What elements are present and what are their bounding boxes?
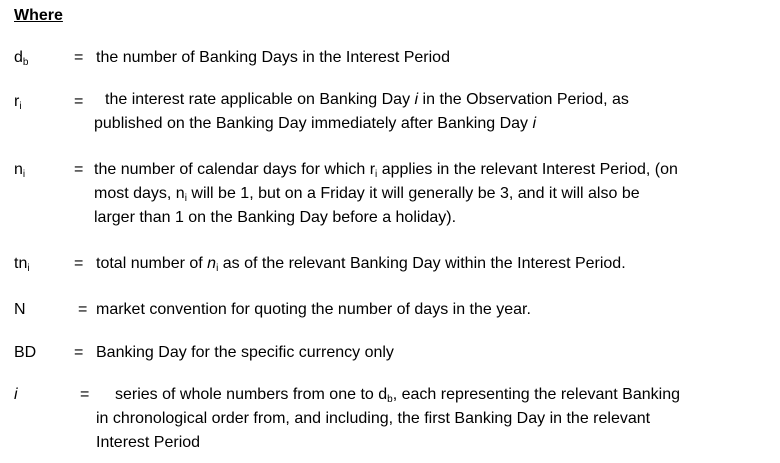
equals-sign: = [74,344,84,361]
equals-sign: = [78,301,88,318]
definition-ri-cont: published on the Banking Day immediately after Banking Day i [94,115,537,132]
definition-db: the number of Banking Days in the Interest Period [96,49,450,66]
term-tni: $tn_i$ [14,255,30,274]
equals-sign: = [74,49,84,66]
definition-i: series of whole numbers from one to $d_b$, each representing the relevant Banking [115,386,680,405]
equals-sign: = [74,255,84,272]
equals-sign: = [74,161,84,178]
term-BD: BD [14,344,37,361]
term-N: N [14,301,26,318]
definition-BD: Banking Day for the specific currency only [96,344,394,361]
term-db: $d_b$ [14,49,29,68]
term-ri: $r_i$ [14,93,22,112]
definition-N: market convention for quoting the number of days in the year. [96,301,531,318]
equals-sign: = [74,93,84,110]
equals-sign: = [80,386,90,403]
definition-i-cont: in chronological order from, and including, the first Banking Day in the relevant Interest Period [96,410,651,451]
term-i: i [14,386,18,403]
where-heading: Where [14,7,63,24]
term-ni: $n_i$ [14,161,26,180]
definition-ri: the interest rate applicable on Banking Day i in the Observation Period, as [105,91,629,108]
definition-ni: the number of calendar days for which $r_i$ applies in the relevant Interest Period, (on most days, $n_i$ will be 1, but on a Friday it will generally be 3, and it will also be larger than 1 on the Banking Day before a holiday). [94,161,678,226]
definition-tni: total number of $n_i$ as of the relevant Banking Day within the Interest Period. [96,255,626,274]
